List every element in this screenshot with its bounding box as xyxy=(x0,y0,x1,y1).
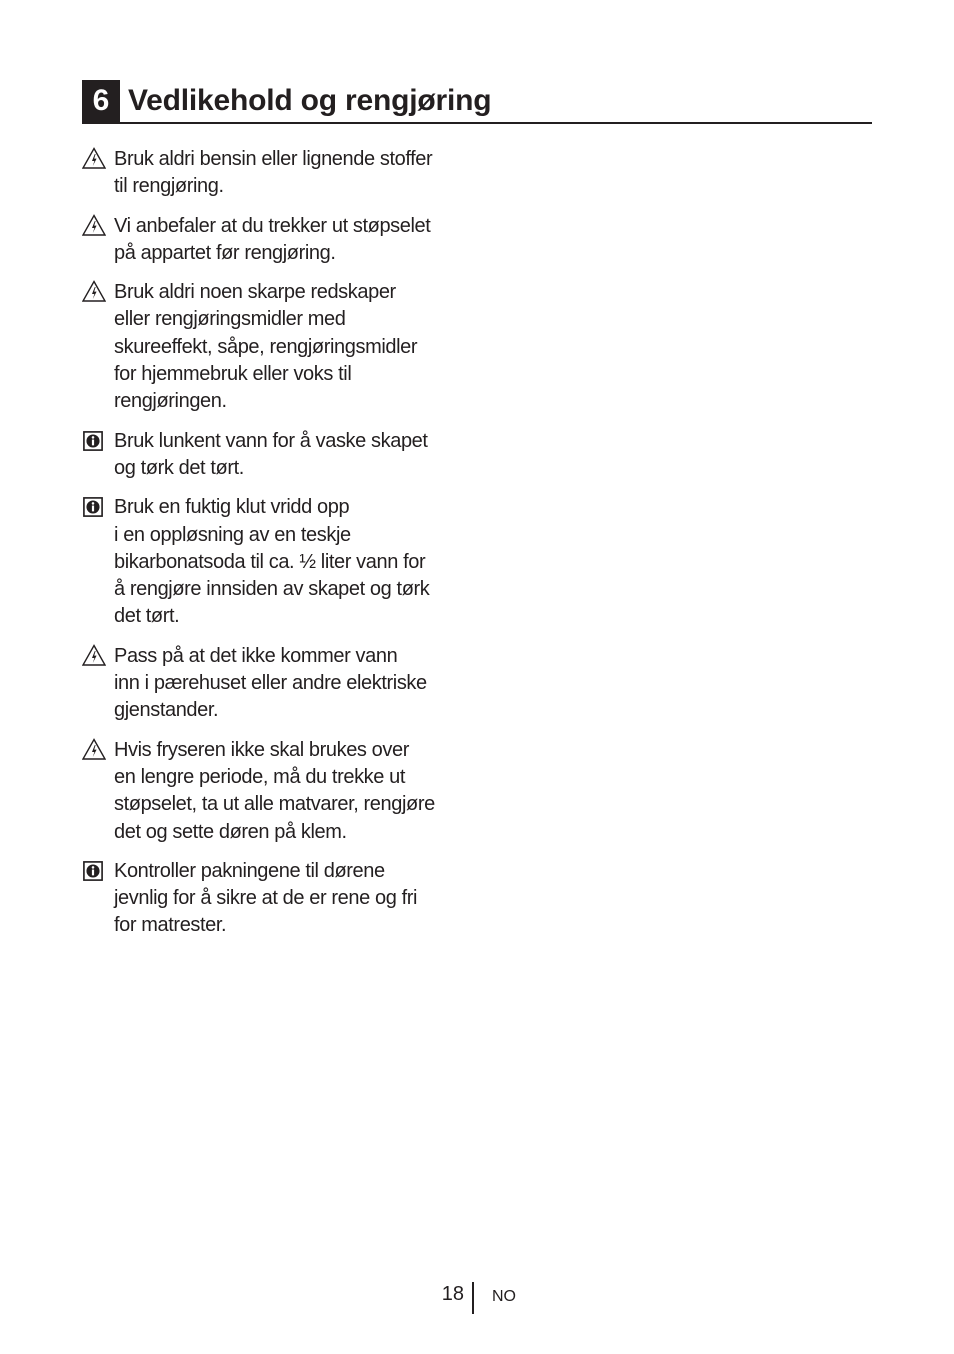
item-text: Bruk aldri noen skarpe redskaper eller rengjøringsmidler med skureeffekt, såpe, rengjøringsmidler for hjemmebruk eller voks til rengjøringen. xyxy=(114,281,418,413)
warning-triangle-icon xyxy=(82,738,106,760)
warning-item xyxy=(82,146,472,201)
instruction-list xyxy=(82,146,472,952)
info-icon xyxy=(83,497,107,519)
warning-triangle-icon xyxy=(82,214,106,236)
page-footer xyxy=(0,1280,954,1316)
item-text: Vi anbefaler at du trekker ut støpselet på appartet før rengjøring. xyxy=(114,214,431,264)
chapter-number: 6 xyxy=(82,80,120,122)
item-text: Bruk aldri bensin eller lignende stoffer til rengjøring. xyxy=(114,148,433,198)
item-text: Hvis fryseren ikke skal brukes over en lengre periode, må du trekke ut støpselet, ta ut alle matvarer, rengjøre det og sette døren på klem. xyxy=(114,738,435,843)
warning-item xyxy=(82,737,472,846)
page-title: Vedlikehold og rengjøring xyxy=(128,84,492,117)
warning-item xyxy=(82,213,472,268)
item-text: Kontroller pakningene til dørene jevnlig for å sikre at de er rene og fri for matrester. xyxy=(114,859,418,937)
info-icon xyxy=(83,431,107,453)
warning-triangle-icon xyxy=(82,280,106,302)
page-number: 18 xyxy=(441,1283,464,1305)
language-code: NO xyxy=(492,1288,516,1305)
warning-triangle-icon xyxy=(82,147,106,169)
chapter-header xyxy=(82,80,872,124)
info-item xyxy=(82,494,472,630)
item-text: Pass på at det ikke kommer vann inn i pærehuset eller andre elektriske gjenstander. xyxy=(114,644,427,722)
item-text: Bruk en fuktig klut vridd opp i en oppløsning av en teskje bikarbonatsoda til ca. ½ liter vann for å rengjøre innsiden av skapet og tørk det tørt. xyxy=(114,496,430,628)
info-item xyxy=(82,428,472,483)
info-icon xyxy=(83,861,107,883)
warning-item xyxy=(82,279,472,415)
footer-divider xyxy=(472,1282,474,1314)
warning-item xyxy=(82,643,472,725)
item-text: Bruk lunkent vann for å vaske skapet og tørk det tørt. xyxy=(114,429,428,479)
info-item xyxy=(82,858,472,940)
warning-triangle-icon xyxy=(82,644,106,666)
